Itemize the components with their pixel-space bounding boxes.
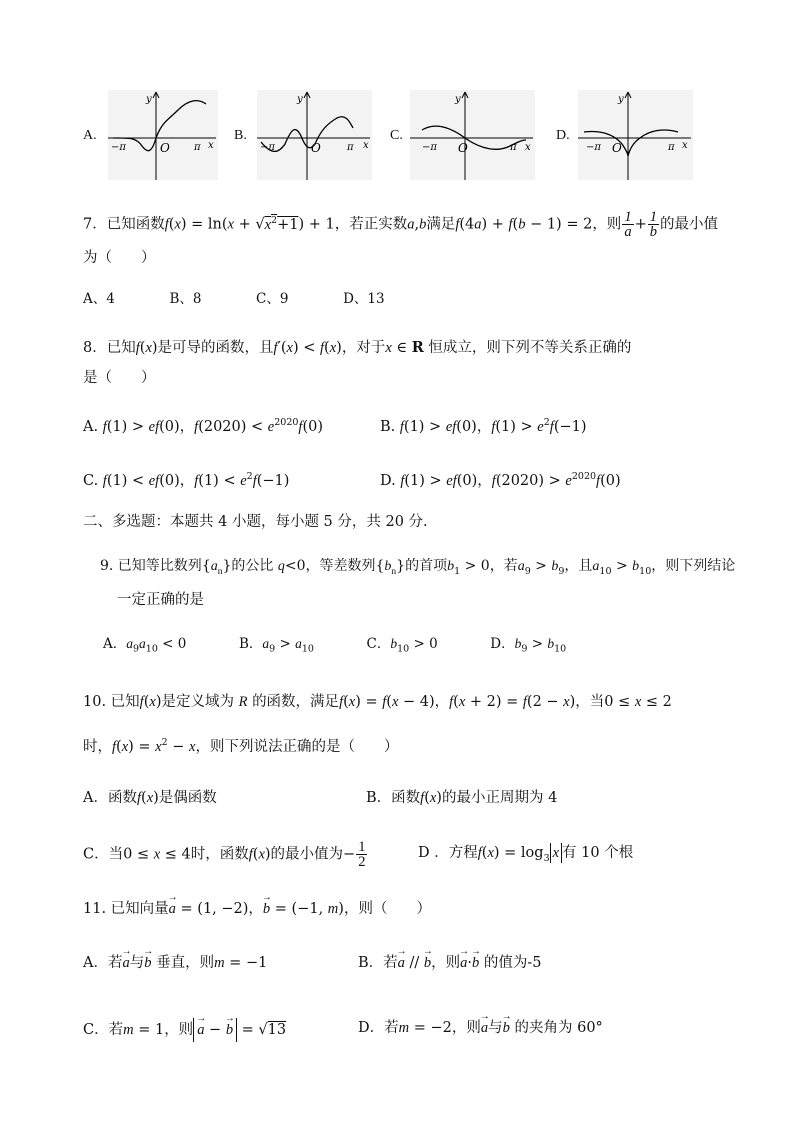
q10-stem-line2: 时，$f(x) = x^2 - x$，则下列说法正确的是（ ） xyxy=(83,737,399,755)
q9-stem-line2: 一定正确的是 xyxy=(117,592,204,608)
q10-option-d[interactable]: D ．方程$f(x) = \log_3 x$ 有 10 个根 xyxy=(418,845,634,864)
q9-stem: 9. 已知等比数列$\{a_n\}$的公比 q<0，等差数列$\{b_n\}$的首项$b_1 > 0$，若$a_9 > b_9$，且$a_{10} > b_{10}$，则下列结论 xyxy=(100,558,736,577)
svg-text:x: x xyxy=(682,140,688,151)
q9-option-d[interactable]: D．$b_9 > b_{10}$ xyxy=(490,636,567,655)
q11-stem: 11. 已知向量→ a = (1, −2)，→ b = (−1, m)，则（ ） xyxy=(83,899,431,919)
svg-text:−π: −π xyxy=(260,142,275,153)
svg-text:O: O xyxy=(612,141,622,155)
svg-text:π: π xyxy=(194,142,201,153)
q6-graph-a xyxy=(108,90,218,180)
q7-option-c[interactable]: C、9 xyxy=(256,291,289,307)
q10-stem: 10. 已知f(x)是定义域为 R 的函数，满足f(x) = f(x − 4)，f(x + 2) = f(2 − x)，当0 ≤ x ≤ 2 xyxy=(83,694,672,710)
q7-option-d[interactable]: D、13 xyxy=(343,291,385,307)
q11-option-c[interactable]: C．若m = 1，则→ a − → b = √13 xyxy=(83,1018,286,1042)
q6-option-d-label: D. xyxy=(556,128,570,143)
q9-option-b[interactable]: B．$a_9 > a_{10}$ xyxy=(238,636,314,655)
svg-text:O: O xyxy=(458,141,468,155)
q7-stem: 7．已知函数$f(x) = \ln(x + √x^2+1) + 1$，若正实数a,b满足f(4a) + f(b − 1) = 2，则 $\frac{1}{a}$ + $\frac{1}{b}$ 的最小值 xyxy=(83,209,718,240)
svg-text:π: π xyxy=(347,142,354,153)
svg-text:O: O xyxy=(311,141,321,155)
svg-text:y: y xyxy=(297,94,303,105)
q11-option-b[interactable]: B．若→ a // → b，则→ a·→ b 的值为-5 xyxy=(358,953,542,973)
q7-option-b[interactable]: B、8 xyxy=(169,291,202,307)
svg-text:x: x xyxy=(363,140,369,151)
svg-text:y: y xyxy=(618,94,624,105)
q8-option-a[interactable]: A. f(1) > ef(0)，$f(2020) < e^{2020}f(0)$ xyxy=(83,417,323,435)
q6-graph-d xyxy=(578,90,693,180)
q10-option-a[interactable]: A．函数f(x)是偶函数 xyxy=(83,790,217,806)
svg-text:x: x xyxy=(525,142,531,153)
svg-text:−π: −π xyxy=(586,142,601,153)
q8-option-b[interactable]: B. f(1) > ef(0)，$f(1) > e^2f(-1)$ xyxy=(380,417,587,435)
q10-option-c[interactable]: C．当0 ≤ x ≤ 4时，函数f(x)的最小值为− $\frac{1}{2}$ xyxy=(83,839,366,870)
svg-text:x: x xyxy=(208,140,214,151)
q9-option-c[interactable]: C．$b_{10} > 0$ xyxy=(366,636,438,655)
q9-option-a[interactable]: A．$a_9a_{10} < 0$ xyxy=(103,636,187,655)
svg-text:−π: −π xyxy=(111,142,126,153)
q8-stem-line2: 是（ ） xyxy=(83,370,156,386)
svg-text:y: y xyxy=(455,94,461,105)
q7-option-a[interactable]: A、4 xyxy=(83,291,115,307)
q8-stem: 8．已知f(x)是可导的函数，且f′(x) < f(x)，对于x ∈ R 恒成立，则下列不等关系正确的 xyxy=(83,339,632,356)
section-heading: 二、多选题：本题共 4 小题，每小题 5 分，共 20 分. xyxy=(83,514,428,530)
q8-option-c[interactable]: C. f(1) < ef(0)，$f(1) < e^2f(-1)$ xyxy=(83,471,290,489)
q7-stem-line2: 为（ ） xyxy=(83,250,156,266)
svg-text:π: π xyxy=(510,142,517,153)
svg-text:O: O xyxy=(160,141,170,155)
q11-option-d[interactable]: D．若m = −2，则→ a与→ b 的夹角为 60° xyxy=(358,1018,603,1038)
q6-option-a-label: A. xyxy=(83,128,97,143)
q11-option-a[interactable]: A．若→ a与→ b 垂直，则m = −1 xyxy=(83,953,267,973)
q8-option-d[interactable]: D. f(1) > ef(0)，$f(2020) > e^{2020}f(0)$ xyxy=(380,471,621,489)
svg-text:y: y xyxy=(146,94,152,105)
q7-options xyxy=(83,289,385,309)
q9-options xyxy=(103,634,566,660)
q6-graph-b xyxy=(257,90,372,180)
q10-option-b[interactable]: B．函数f(x)的最小正周期为 4 xyxy=(366,790,558,806)
q6-option-c-label: C. xyxy=(390,128,403,143)
svg-text:−π: −π xyxy=(422,142,437,153)
q6-option-b-label: B. xyxy=(234,128,247,143)
q6-graph-c xyxy=(410,90,535,180)
svg-text:π: π xyxy=(668,142,675,153)
